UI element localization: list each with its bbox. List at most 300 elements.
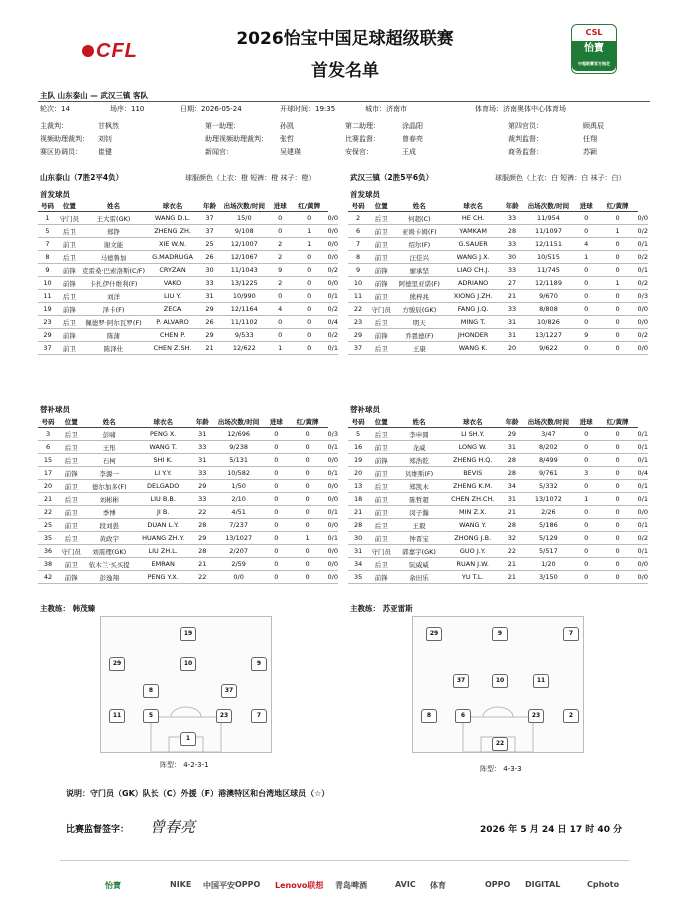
table-cell: 前卫 xyxy=(368,238,394,251)
table-cell: 1 xyxy=(38,212,57,225)
table-cell: 刘洋 xyxy=(82,290,145,303)
table-cell: 0/1 xyxy=(328,290,338,303)
table-cell: 0 xyxy=(575,558,598,571)
player-shirt: 8 xyxy=(421,709,437,723)
table-row xyxy=(348,290,648,303)
table-cell: 8 xyxy=(348,251,368,264)
table-cell: JI B. xyxy=(134,506,192,519)
table-cell: 0 xyxy=(288,558,328,571)
table-cell: 12/1007 xyxy=(219,238,270,251)
table-cell: 32 xyxy=(502,532,522,545)
table-cell: 季博 xyxy=(84,506,134,519)
table-cell: 8 xyxy=(38,251,57,264)
table-cell: 29 xyxy=(348,329,368,342)
table-cell: 0 xyxy=(291,316,328,329)
table-cell: 前锋 xyxy=(57,277,82,290)
table-cell: 7 xyxy=(38,238,57,251)
table-cell: 明天 xyxy=(394,316,444,329)
table-cell: RUAN J.W. xyxy=(444,558,502,571)
table-cell: 0 xyxy=(598,506,638,519)
table-row xyxy=(348,316,648,329)
table-cell: 11 xyxy=(38,290,57,303)
official-role: 视频助理裁判： xyxy=(40,135,89,143)
table-cell: G.MADRUGA xyxy=(145,251,200,264)
table-cell: 乔恩德(F) xyxy=(394,329,444,342)
divider xyxy=(38,101,650,102)
table-cell: 0/1 xyxy=(638,441,648,454)
table-cell: 29 xyxy=(192,532,212,545)
sheet-title: 首发名单 xyxy=(311,61,379,81)
table-cell: SHI K. xyxy=(134,454,192,467)
table-cell: 28 xyxy=(502,467,522,480)
table-cell: 8/808 xyxy=(522,303,575,316)
table-cell: 前卫 xyxy=(368,225,394,238)
table-cell: 21 xyxy=(502,290,522,303)
table-cell: 0/0 xyxy=(328,212,338,225)
table-cell: WANG D.L. xyxy=(145,212,200,225)
table-cell: 10/515 xyxy=(522,251,575,264)
table-cell: 37 xyxy=(200,225,219,238)
table-cell: 30 xyxy=(200,264,219,277)
table-cell: 33 xyxy=(502,238,522,251)
table-cell: 2 xyxy=(270,251,291,264)
table-cell: G.SAUER xyxy=(444,238,502,251)
table-cell: 21 xyxy=(502,506,522,519)
table-cell: 0/0 xyxy=(638,303,648,316)
table-cell: 25 xyxy=(38,519,58,532)
official-role: 安保官： xyxy=(345,148,373,156)
player-shirt: 19 xyxy=(180,627,196,641)
table-cell: 0 xyxy=(575,316,598,329)
table-cell: ZHENG H.Q. xyxy=(444,454,502,467)
table-cell: 前卫 xyxy=(368,251,394,264)
home-team-name: 山东泰山（7胜2平4负） xyxy=(40,173,124,182)
table-cell: 守门员 xyxy=(58,545,84,558)
table-row xyxy=(348,264,648,277)
table-cell: 0/4 xyxy=(638,467,648,480)
sponsor-logo: 青岛啤酒 xyxy=(335,881,367,890)
column-header: 位置 xyxy=(57,200,82,212)
away-subs-table xyxy=(348,416,648,584)
table-cell: 0 xyxy=(265,493,288,506)
table-cell: 0/3 xyxy=(328,428,338,441)
table-cell: 郑浩乾 xyxy=(394,454,443,467)
table-cell: LIU Y. xyxy=(145,290,200,303)
official-role: 第四官员： xyxy=(508,122,543,130)
table-cell: 31 xyxy=(502,329,522,342)
table-cell: 前卫 xyxy=(58,519,84,532)
table-cell: 0 xyxy=(598,519,638,532)
table-cell: 0/0 xyxy=(638,316,648,329)
sponsor-logo: Cphoto xyxy=(587,880,620,889)
table-cell: 5/517 xyxy=(522,545,575,558)
table-cell: 31 xyxy=(192,428,212,441)
table-cell: 王康 xyxy=(394,342,444,355)
table-cell: 7/237 xyxy=(212,519,265,532)
table-cell: 2/10 xyxy=(212,493,265,506)
table-cell: 0/1 xyxy=(328,467,338,480)
table-cell: 0 xyxy=(270,329,291,342)
table-cell: 陈蒲 xyxy=(82,329,145,342)
table-cell: 28 xyxy=(192,519,212,532)
cfl-logo: CFL xyxy=(82,40,138,63)
table-row xyxy=(38,264,338,277)
table-cell: 亚姆卡姆(F) xyxy=(394,225,444,238)
table-cell: 11/1102 xyxy=(219,316,270,329)
column-header: 姓名 xyxy=(394,200,444,212)
table-cell: 0/0 xyxy=(638,571,648,584)
player-shirt: 11 xyxy=(533,674,549,688)
official-name: 张哲 xyxy=(280,135,294,143)
table-cell: 0 xyxy=(575,277,598,290)
table-row xyxy=(38,303,338,316)
table-row xyxy=(38,428,338,441)
table-cell: YAMKAM xyxy=(444,225,502,238)
table-row xyxy=(348,519,648,532)
table-cell: 6 xyxy=(348,225,368,238)
table-cell: 陈哲超 xyxy=(394,493,443,506)
table-cell: 2 xyxy=(348,212,368,225)
sponsor-logo: OPPO xyxy=(485,880,511,889)
table-cell: 后卫 xyxy=(368,519,394,532)
table-cell: 郑铮 xyxy=(82,225,145,238)
table-cell: ZECA xyxy=(145,303,200,316)
column-header: 号码 xyxy=(38,416,58,428)
table-cell: 2 xyxy=(270,238,291,251)
table-cell: 13 xyxy=(348,480,368,493)
table-cell: 0 xyxy=(575,480,598,493)
table-cell: 前锋 xyxy=(368,571,394,584)
table-cell: 0/1 xyxy=(638,264,648,277)
table-cell: 0/2 xyxy=(328,329,338,342)
table-cell: XIONG J.ZH. xyxy=(444,290,502,303)
table-cell: 19 xyxy=(38,303,57,316)
table-cell: 15 xyxy=(38,454,58,467)
table-cell: 21 xyxy=(348,506,368,519)
official-role: 商务监督： xyxy=(508,148,543,156)
player-shirt: 10 xyxy=(180,657,196,671)
table-cell: 刘震理(GK) xyxy=(84,545,134,558)
table-cell: 0 xyxy=(265,532,288,545)
table-cell: 0/0 xyxy=(328,571,338,584)
table-cell: 0/0 xyxy=(328,238,338,251)
league-title: 2026怡宝中国足球超级联赛 xyxy=(236,29,454,49)
column-header: 号码 xyxy=(348,416,368,428)
column-header: 姓名 xyxy=(82,200,145,212)
table-cell: 9/670 xyxy=(522,290,575,303)
table-cell: 0 xyxy=(598,532,638,545)
table-row xyxy=(348,545,648,558)
table-cell: 0 xyxy=(575,290,598,303)
table-cell: 0/0 xyxy=(638,212,648,225)
table-cell: 0 xyxy=(575,342,598,355)
home-kit: 球服颜色（上衣：橙 短裤：橙 袜子：橙） xyxy=(185,174,316,182)
column-header: 出场次数/时间 xyxy=(522,200,575,212)
table-cell: 0 xyxy=(575,441,598,454)
player-shirt: 7 xyxy=(563,627,579,641)
table-cell: 0 xyxy=(291,251,328,264)
official-name: 涂晶阳 xyxy=(402,122,423,130)
table-cell: CHEN P. xyxy=(145,329,200,342)
table-cell: 5/129 xyxy=(522,532,575,545)
away-starters-label: 首发球员 xyxy=(350,190,380,199)
sign-time: 2026 年 5 月 24 日 17 时 40 分 xyxy=(480,825,623,835)
table-cell: 0 xyxy=(598,467,638,480)
table-cell: 1 xyxy=(575,493,598,506)
table-cell: 20 xyxy=(348,467,368,480)
table-cell: 后卫 xyxy=(57,316,82,329)
table-row xyxy=(348,277,648,290)
table-cell: 前卫 xyxy=(58,558,84,571)
table-cell: 0 xyxy=(598,290,638,303)
player-shirt: 37 xyxy=(453,674,469,688)
table-cell: 0/1 xyxy=(328,441,338,454)
table-cell: 0/1 xyxy=(638,238,648,251)
player-shirt: 29 xyxy=(426,627,442,641)
table-cell: 31 xyxy=(192,454,212,467)
table-cell: 0/2 xyxy=(638,329,648,342)
table-cell: 1 xyxy=(288,532,328,545)
table-cell: 0 xyxy=(270,316,291,329)
table-cell: 0/1 xyxy=(638,519,648,532)
table-cell: 19 xyxy=(348,454,368,467)
table-cell: PENG X. xyxy=(134,428,192,441)
table-cell: 1/20 xyxy=(522,558,575,571)
table-cell: 前卫 xyxy=(368,467,394,480)
column-header: 位置 xyxy=(368,200,394,212)
table-cell: 0/4 xyxy=(328,316,338,329)
column-header: 红/黄牌 xyxy=(598,416,638,428)
column-header: 号码 xyxy=(348,200,368,212)
table-cell: 29 xyxy=(38,329,57,342)
home-starters-label: 首发球员 xyxy=(40,190,70,199)
table-cell: 何超(C) xyxy=(394,212,444,225)
table-row xyxy=(38,467,338,480)
table-cell: CHEN ZH.CH. xyxy=(444,493,502,506)
table-cell: 2/26 xyxy=(522,506,575,519)
table-cell: 29 xyxy=(502,428,522,441)
table-row xyxy=(348,571,648,584)
table-cell: 0/0 xyxy=(638,506,648,519)
table-cell: 0 xyxy=(265,506,288,519)
table-row xyxy=(348,506,648,519)
table-cell: 0 xyxy=(575,545,598,558)
table-cell: 22 xyxy=(192,506,212,519)
table-cell: 0 xyxy=(265,519,288,532)
table-cell: 陈泽仕 xyxy=(82,342,145,355)
table-cell: 33 xyxy=(192,467,212,480)
table-cell: PENG Y.X. xyxy=(134,571,192,584)
table-cell: 33 xyxy=(502,303,522,316)
table-row xyxy=(38,342,338,355)
table-cell: 0/1 xyxy=(638,545,648,558)
table-cell: 2 xyxy=(270,277,291,290)
table-cell: 0/2 xyxy=(638,225,648,238)
table-cell: 1/50 xyxy=(212,480,265,493)
table-cell: 0 xyxy=(598,558,638,571)
table-cell: GUO J.Y. xyxy=(444,545,502,558)
table-cell: 前锋 xyxy=(368,329,394,342)
home-subs-table xyxy=(38,416,338,584)
table-cell: 9 xyxy=(38,264,57,277)
table-row xyxy=(348,251,648,264)
table-row xyxy=(38,225,338,238)
column-header: 位置 xyxy=(368,416,394,428)
table-cell: 10 xyxy=(348,277,368,290)
official-role: 赛区协调员： xyxy=(40,148,82,156)
table-cell: 0 xyxy=(575,454,598,467)
official-name: 任翔 xyxy=(583,135,597,143)
official-name: 顾禹辰 xyxy=(583,122,604,130)
table-cell: 2/207 xyxy=(212,545,265,558)
table-cell: 后卫 xyxy=(57,290,82,303)
table-cell: 后卫 xyxy=(58,493,84,506)
teams-line: 主队 山东泰山 — 武汉三镇 客队 xyxy=(40,91,148,100)
column-header: 球衣名 xyxy=(444,416,502,428)
table-cell: 29 xyxy=(200,329,219,342)
table-row xyxy=(38,558,338,571)
table-cell: 0 xyxy=(575,506,598,519)
table-cell: LIU B.B. xyxy=(134,493,192,506)
table-cell: 23 xyxy=(348,316,368,329)
player-shirt: 11 xyxy=(109,709,125,723)
player-shirt: 37 xyxy=(221,684,237,698)
column-header: 进球 xyxy=(265,416,288,428)
table-cell: 0 xyxy=(265,441,288,454)
table-cell: 12/1189 xyxy=(522,277,575,290)
table-cell: 1 xyxy=(575,251,598,264)
sponsor-divider xyxy=(60,860,630,861)
table-cell: 前卫 xyxy=(57,342,82,355)
column-header: 球衣名 xyxy=(145,200,200,212)
table-cell: 后卫 xyxy=(58,532,84,545)
table-cell: 9/533 xyxy=(219,329,270,342)
table-cell: ZHENG ZH. xyxy=(145,225,200,238)
table-cell: 5 xyxy=(348,428,368,441)
table-cell: WANG K. xyxy=(444,342,502,355)
column-header: 进球 xyxy=(575,200,598,212)
table-cell: 前卫 xyxy=(58,480,84,493)
table-cell: 28 xyxy=(348,519,368,532)
table-row xyxy=(38,545,338,558)
table-cell: 王彤 xyxy=(84,441,134,454)
table-cell: 20 xyxy=(38,480,58,493)
table-cell: 0 xyxy=(598,493,638,506)
table-row xyxy=(348,303,648,316)
table-cell: 守门员 xyxy=(368,303,394,316)
table-cell: 11/1043 xyxy=(219,264,270,277)
away-formation: 阵型： 4-3-3 xyxy=(480,765,522,773)
player-shirt: 9 xyxy=(251,657,267,671)
player-shirt: 23 xyxy=(528,709,544,723)
table-cell: 0/1 xyxy=(328,342,338,355)
table-cell: 0 xyxy=(598,571,638,584)
sponsor-logo: Lenovo联想 xyxy=(275,881,324,890)
table-row xyxy=(348,532,648,545)
table-cell: 37 xyxy=(38,342,57,355)
table-cell: 0 xyxy=(270,290,291,303)
table-cell: DELGADO xyxy=(134,480,192,493)
official-role: 比赛监督： xyxy=(345,135,380,143)
table-cell: 0/1 xyxy=(638,493,648,506)
table-cell: 29 xyxy=(200,303,219,316)
table-cell: 0 xyxy=(265,480,288,493)
player-shirt: 22 xyxy=(492,737,508,751)
table-cell: 0 xyxy=(291,342,328,355)
player-shirt: 1 xyxy=(180,732,196,746)
table-cell: 12/622 xyxy=(219,342,270,355)
table-cell: 34 xyxy=(502,480,522,493)
table-cell: 31 xyxy=(502,493,522,506)
table-cell: 0 xyxy=(291,264,328,277)
away-coach: 主教练： 苏亚雷斯 xyxy=(350,604,413,613)
table-cell: 0 xyxy=(598,428,638,441)
table-cell: 后卫 xyxy=(368,212,394,225)
table-cell: LIU ZH.L. xyxy=(134,545,192,558)
table-row xyxy=(348,480,648,493)
table-cell: LONG W. xyxy=(444,441,502,454)
table-cell: 前卫 xyxy=(368,493,394,506)
table-cell: 33 xyxy=(192,493,212,506)
table-cell: 汪佳兴 xyxy=(394,251,444,264)
table-cell: 0/1 xyxy=(328,532,338,545)
official-role: 主裁判： xyxy=(40,122,68,130)
table-row xyxy=(348,212,648,225)
table-cell: 26 xyxy=(200,316,219,329)
table-cell: 前卫 xyxy=(368,532,394,545)
table-cell: 阿德里亚诺(F) xyxy=(394,277,444,290)
table-cell: 0 xyxy=(598,545,638,558)
table-cell: 33 xyxy=(200,277,219,290)
table-cell: 0 xyxy=(288,480,328,493)
table-cell: 13/1227 xyxy=(522,329,575,342)
table-row xyxy=(38,519,338,532)
table-row xyxy=(38,290,338,303)
table-cell: 廖承坚 xyxy=(394,264,444,277)
table-cell: 9 xyxy=(575,329,598,342)
table-cell: 42 xyxy=(38,571,58,584)
table-cell: 9/761 xyxy=(522,467,575,480)
table-cell: 前卫 xyxy=(368,441,394,454)
column-header: 年龄 xyxy=(502,200,522,212)
table-cell: 后卫 xyxy=(368,342,394,355)
table-cell: 守门员 xyxy=(368,545,394,558)
table-cell: 0/2 xyxy=(638,277,648,290)
table-cell: 泽卡(F) xyxy=(82,303,145,316)
sponsor-logo: 中国平安 xyxy=(203,881,235,890)
table-cell: 0 xyxy=(575,519,598,532)
table-cell: 1 xyxy=(270,342,291,355)
column-header: 姓名 xyxy=(84,416,134,428)
table-cell: 0 xyxy=(265,571,288,584)
table-row xyxy=(348,428,648,441)
table-cell: 22 xyxy=(348,303,368,316)
sponsor-logo: NIKE xyxy=(170,880,192,889)
table-cell: 37 xyxy=(200,212,219,225)
table-cell: 3 xyxy=(575,467,598,480)
table-cell: 8/202 xyxy=(522,441,575,454)
table-cell: ZHENG K.M. xyxy=(444,480,502,493)
table-cell: 10/582 xyxy=(212,467,265,480)
table-row xyxy=(38,506,338,519)
table-cell: ZHONG J.B. xyxy=(444,532,502,545)
table-cell: 德尔加多(F) xyxy=(84,480,134,493)
table-cell: 1 xyxy=(291,238,328,251)
table-cell: 0/2 xyxy=(328,264,338,277)
table-row xyxy=(38,532,338,545)
column-header: 红/黄牌 xyxy=(288,416,328,428)
table-cell: 0 xyxy=(291,212,328,225)
